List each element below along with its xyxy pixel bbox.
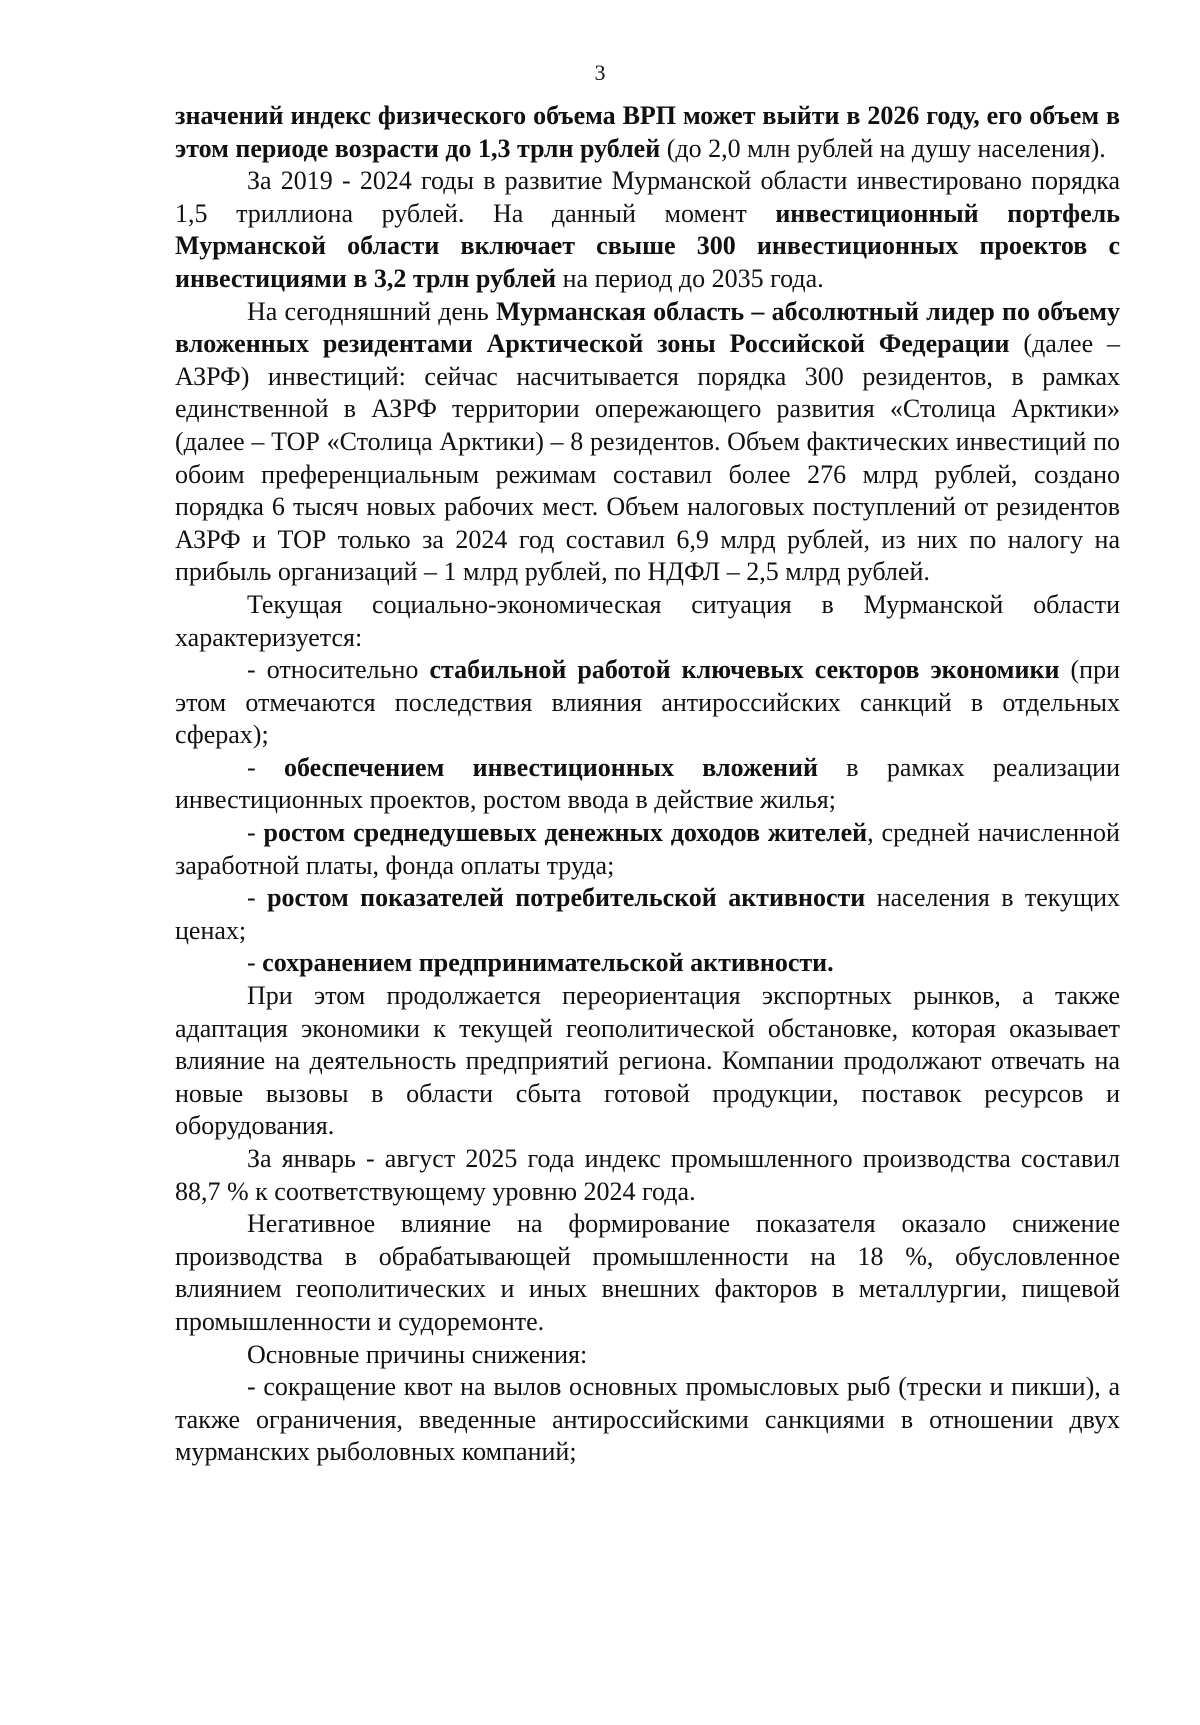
text: , средней начисленной заработной платы, фонда оплаты труда; [175,818,1120,880]
text: (до 2,0 млн рублей на душу населения). [660,133,1106,163]
paragraph [175,1371,1120,1469]
text: - [247,818,264,848]
paragraph [175,752,1120,817]
text: - [247,883,268,913]
text: в рамках реализации инвестиционных проектов, ростом ввода в действие жилья; [175,752,1120,815]
text: - относительно [247,655,430,685]
paragraph [175,296,1120,589]
text: Основные причины снижения: [247,1339,588,1369]
bold-text: ростом среднедушевых денежных доходов жителей [263,818,868,848]
text: - [247,948,263,978]
bold-text: инвестиционный портфель Мурманской области включает свыше 300 инвестиционных проектов с инвестициями в 3,2 трлн рублей [175,198,1120,293]
paragraph [175,1143,1120,1208]
text: За 2019 - 2024 годы в развитие Мурманской области инвестировано порядка 1,5 триллиона рублей. На данный момент [175,166,1120,228]
text: населения в текущих ценах; [175,883,1120,945]
bold-text: сохранением предпринимательской активности. [262,948,834,978]
page-number: 3 [594,60,606,85]
paragraph [175,1208,1120,1338]
paragraph [175,589,1120,654]
paragraph [175,882,1120,947]
text: Текущая социально-экономическая ситуация в Мурманской области характеризуется: [175,589,1120,652]
paragraph [175,980,1120,1143]
text: (далее – АЗРФ) инвестиций: сейчас насчитывается порядка 300 резидентов, в рамках единственной в АЗРФ территории опережающего развития «Столица Арктики» (далее – ТОР «Столица Арктики) – 8 резидентов. Объем фактических инвестиций по обоим преференциальным режимам составил более 276 млрд рублей, создано порядка 6 тысяч новых рабочих мест. Объем налоговых поступлений от резидентов АЗРФ и ТОР только за 2024 год составил 6,9 млрд рублей, из них по налогу на прибыль организаций – 1 млрд рублей, по НДФЛ – 2,5 млрд рублей. [175,329,1121,587]
paragraph [175,1339,1120,1372]
text: За январь - август 2025 года индекс промышленного производства составил 88,7 % к соответствующему уровню 2024 года. [175,1144,1120,1206]
bold-text: стабильной работой ключевых секторов экономики [429,655,1060,685]
paragraph [175,947,1120,980]
document-body [175,100,1120,1469]
paragraph [175,165,1120,295]
bold-text: обеспечением инвестиционных вложений [283,752,818,782]
bold-text: ростом показателей потребительской активности [267,883,866,913]
bold-text: значений индекс физического объема ВРП может выйти в 2026 году, его объем в этом периоде возрасти до 1,3 трлн рублей [175,101,1120,163]
paragraph [175,100,1120,165]
text: - [247,752,284,782]
paragraph [175,654,1120,752]
text: - сокращение квот на вылов основных промысловых рыб (трески и пикши), а также ограничения, введенные антироссийскими санкциями в отношении двух мурманских рыболовных компаний; [175,1372,1120,1467]
text: (при этом отмечаются последствия влияния антироссийских санкций в отдельных сферах); [175,655,1120,750]
text: На сегодняшний день [247,296,496,326]
paragraph [175,817,1120,882]
bold-text: Мурманская область – абсолютный лидер по объему вложенных резидентами Арктической зоны Российской Федерации [175,296,1120,359]
text: При этом продолжается переориентация экспортных рынков, а также адаптация экономики к текущей геополитической обстановке, которая оказывает влияние на деятельность предприятий региона. Компании продолжают отвечать на новые вызовы в области сбыта готовой продукции, поставок ресурсов и оборудования. [175,981,1120,1141]
text: Негативное влияние на формирование показателя оказало снижение производства в обрабатывающей промышленности на 18 %, обусловленное влиянием геополитических и иных внешних факторов в металлургии, пищевой промышленности и судоремонте. [175,1209,1120,1336]
text: на период до 2035 года. [556,263,824,293]
